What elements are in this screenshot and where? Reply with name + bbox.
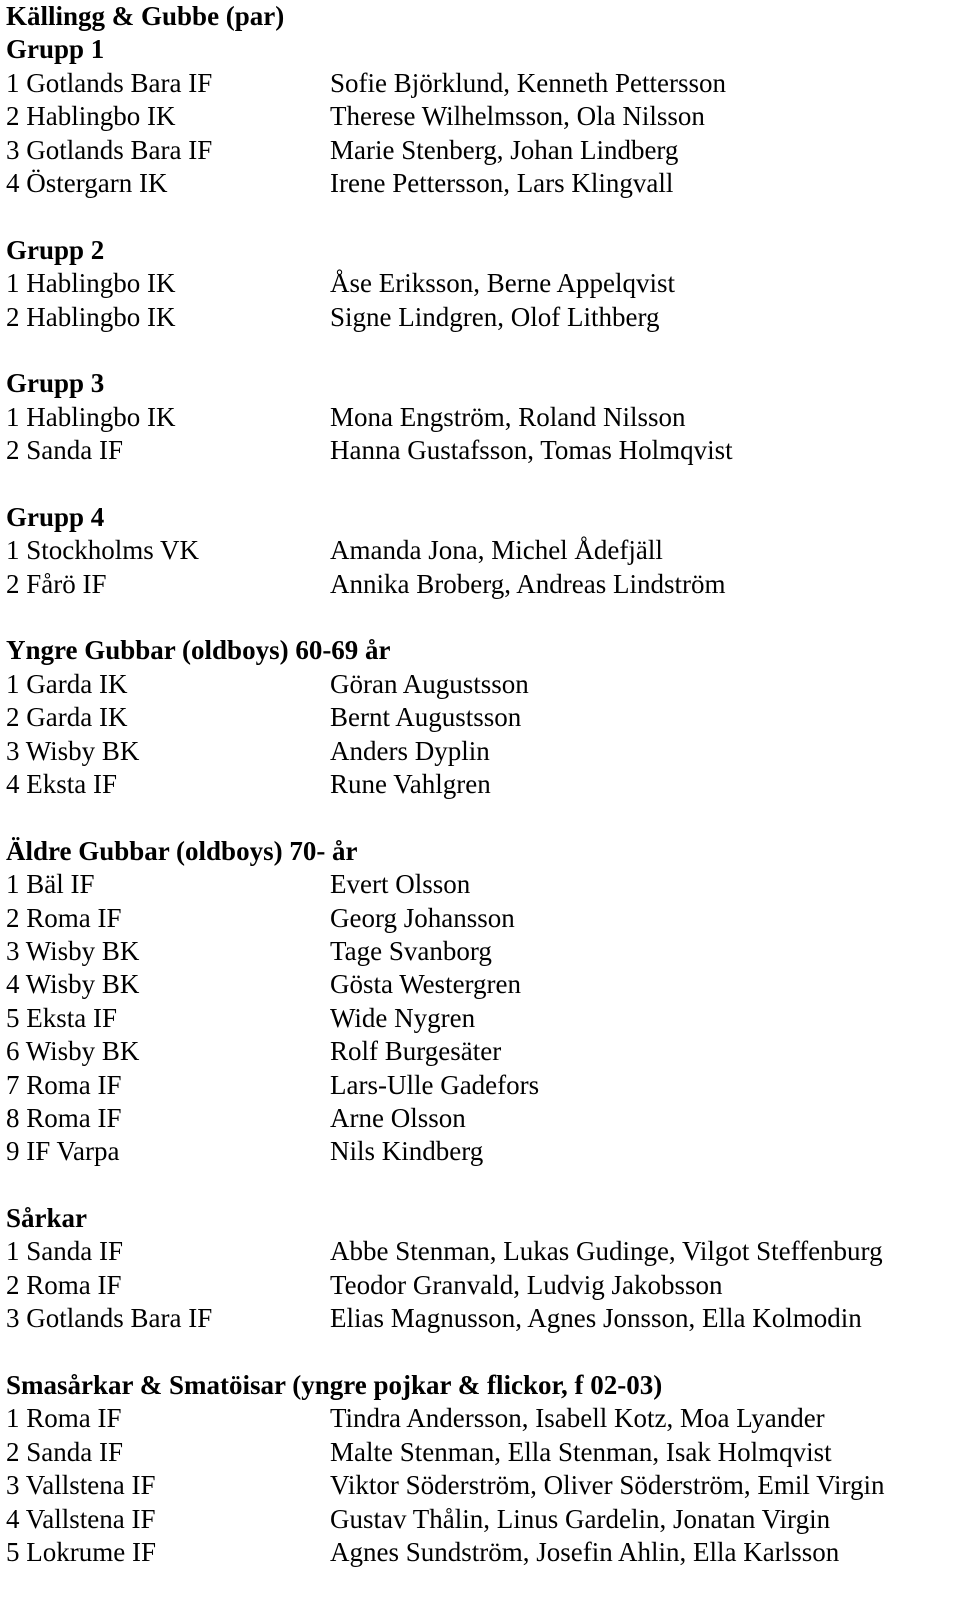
player-names: Arne Olsson: [330, 1102, 466, 1133]
result-row: [6, 1035, 956, 1068]
result-row: [6, 1069, 956, 1102]
club-name: 1 Hablingbo IK: [6, 401, 176, 432]
section-heading: Grupp 2: [6, 234, 105, 265]
section-spacer: [6, 334, 956, 367]
club-name: 1 Gotlands Bara IF: [6, 67, 213, 98]
club-name: 2 Sanda IF: [6, 435, 123, 466]
section-spacer: [6, 601, 956, 634]
player-names: Marie Stenberg, Johan Lindberg: [330, 134, 679, 165]
result-row: [6, 935, 956, 968]
player-names: Mona Engström, Roland Nilsson: [330, 401, 686, 432]
club-name: 3 Gotlands Bara IF: [6, 134, 213, 165]
result-row: [6, 1302, 956, 1335]
result-row: [6, 1503, 956, 1536]
club-name: 5 Lokrume IF: [6, 1536, 156, 1567]
result-row: [6, 401, 956, 434]
section-heading: Grupp 4: [6, 501, 105, 532]
club-name: 1 Roma IF: [6, 1403, 122, 1434]
result-row: [6, 1469, 956, 1502]
section-heading: Grupp 1: [6, 34, 105, 65]
player-names: Göran Augustsson: [330, 668, 529, 699]
club-name: 2 Fårö IF: [6, 568, 107, 599]
club-name: 2 Hablingbo IK: [6, 101, 176, 132]
result-row: [6, 1235, 956, 1268]
player-names: Georg Johansson: [330, 902, 515, 933]
player-names: Irene Pettersson, Lars Klingvall: [330, 167, 674, 198]
club-name: 6 Wisby BK: [6, 1036, 140, 1067]
club-name: 9 IF Varpa: [6, 1136, 120, 1167]
section-spacer: [6, 467, 956, 500]
result-row: [6, 902, 956, 935]
player-names: Annika Broberg, Andreas Lindström: [330, 568, 726, 599]
section-heading: Yngre Gubbar (oldboys) 60-69 år: [6, 635, 391, 666]
document-title: Källingg & Gubbe (par): [6, 1, 285, 31]
section-heading: Grupp 3: [6, 368, 105, 399]
section-heading: Äldre Gubbar (oldboys) 70- år: [6, 835, 358, 866]
result-row: [6, 1436, 956, 1469]
result-row: [6, 735, 956, 768]
player-names: Abbe Stenman, Lukas Gudinge, Vilgot Steffenburg: [330, 1236, 883, 1267]
player-names: Viktor Söderström, Oliver Söderström, Emil Virgin: [330, 1470, 885, 1501]
club-name: 1 Sanda IF: [6, 1236, 123, 1267]
player-names: Agnes Sundström, Josefin Ahlin, Ella Karlsson: [330, 1536, 840, 1567]
result-row: [6, 1269, 956, 1302]
club-name: 2 Hablingbo IK: [6, 301, 176, 332]
result-row: [6, 167, 956, 200]
club-name: 3 Vallstena IF: [6, 1470, 156, 1501]
player-names: Wide Nygren: [330, 1002, 476, 1033]
player-names: Tindra Andersson, Isabell Kotz, Moa Lyander: [330, 1403, 825, 1434]
section-spacer: [6, 1169, 956, 1202]
club-name: 2 Roma IF: [6, 1269, 122, 1300]
results-document: [6, 0, 956, 1569]
player-names: Gösta Westergren: [330, 969, 522, 1000]
club-name: 1 Stockholms VK: [6, 535, 200, 566]
player-names: Malte Stenman, Ella Stenman, Isak Holmqvist: [330, 1436, 832, 1467]
result-row: [6, 301, 956, 334]
club-name: 1 Garda IK: [6, 668, 128, 699]
player-names: Rolf Burgesäter: [330, 1036, 502, 1067]
result-row: [6, 67, 956, 100]
result-row: [6, 668, 956, 701]
player-names: Rune Vahlgren: [330, 768, 491, 799]
player-names: Gustav Thålin, Linus Gardelin, Jonatan Virgin: [330, 1503, 831, 1534]
player-names: Elias Magnusson, Agnes Jonsson, Ella Kolmodin: [330, 1303, 862, 1334]
club-name: 5 Eksta IF: [6, 1002, 117, 1033]
player-names: Evert Olsson: [330, 869, 471, 900]
player-names: Åse Eriksson, Berne Appelqvist: [330, 268, 675, 299]
player-names: Bernt Augustsson: [330, 702, 522, 733]
player-names: Nils Kindberg: [330, 1136, 484, 1167]
club-name: 2 Garda IK: [6, 702, 128, 733]
result-row: [6, 1002, 956, 1035]
section-spacer: [6, 801, 956, 834]
result-row: [6, 134, 956, 167]
club-name: 7 Roma IF: [6, 1069, 122, 1100]
club-name: 4 Wisby BK: [6, 969, 140, 1000]
club-name: 2 Sanda IF: [6, 1436, 123, 1467]
result-row: [6, 968, 956, 1001]
player-names: Teodor Granvald, Ludvig Jakobsson: [330, 1269, 723, 1300]
section-heading: Sårkar: [6, 1203, 87, 1234]
player-names: Tage Svanborg: [330, 935, 492, 966]
result-row: [6, 1536, 956, 1569]
result-row: [6, 868, 956, 901]
club-name: 1 Bäl IF: [6, 869, 95, 900]
club-name: 3 Gotlands Bara IF: [6, 1303, 213, 1334]
player-names: Amanda Jona, Michel Ådefjäll: [330, 535, 663, 566]
sections-container: [6, 33, 956, 1569]
section-spacer: [6, 200, 956, 233]
result-row: [6, 1402, 956, 1435]
player-names: Lars-Ulle Gadefors: [330, 1069, 540, 1100]
club-name: 3 Wisby BK: [6, 735, 140, 766]
result-row: [6, 100, 956, 133]
club-name: 4 Östergarn IK: [6, 167, 168, 198]
club-name: 4 Eksta IF: [6, 768, 117, 799]
result-row: [6, 1102, 956, 1135]
club-name: 4 Vallstena IF: [6, 1503, 156, 1534]
club-name: 3 Wisby BK: [6, 935, 140, 966]
section-spacer: [6, 1336, 956, 1369]
result-row: [6, 434, 956, 467]
club-name: 1 Hablingbo IK: [6, 268, 176, 299]
result-row: [6, 701, 956, 734]
player-names: Anders Dyplin: [330, 735, 490, 766]
section-heading: Smasårkar & Smatöisar (yngre pojkar & flickor, f 02-03): [6, 1370, 663, 1401]
result-row: [6, 568, 956, 601]
result-row: [6, 267, 956, 300]
player-names: Hanna Gustafsson, Tomas Holmqvist: [330, 435, 733, 466]
result-row: [6, 768, 956, 801]
result-row: [6, 1135, 956, 1168]
club-name: 8 Roma IF: [6, 1102, 122, 1133]
player-names: Sofie Björklund, Kenneth Pettersson: [330, 67, 726, 98]
player-names: Signe Lindgren, Olof Lithberg: [330, 301, 660, 332]
player-names: Therese Wilhelmsson, Ola Nilsson: [330, 101, 705, 132]
result-row: [6, 534, 956, 567]
club-name: 2 Roma IF: [6, 902, 122, 933]
